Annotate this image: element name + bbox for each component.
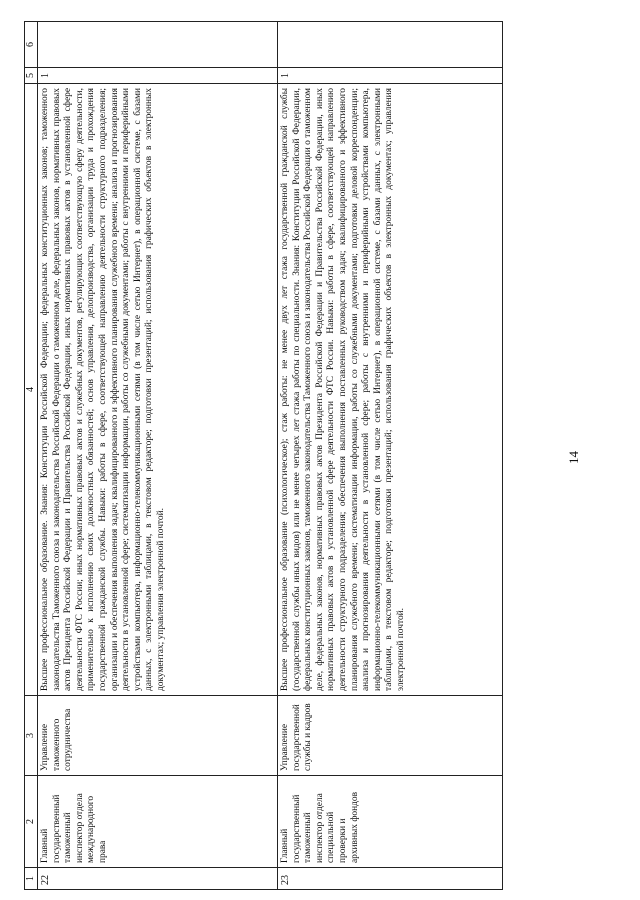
department-name: Управление таможенного сотрудничества — [38, 696, 278, 776]
qualification-requirements: Высшее профессиональное образование (психологическое); стаж работы: не менее двух лет стажа государственной гражданской службы (государственной службы иных видов) или не менее четырех лет стажа работы по специальности. Знания: Конституции Российской Федерации, федеральных конституционных законов, таможенного законодательства Таможенного союза и законодательства Российской Федерации о таможенном деле, федеральных законов, нормативных правовых актов Президента Российской Федерации и Правительства Российской Федерации, иных нормативных правовых актов в установленной сфере деятельности ФТС России. Навыки: работы в сфере, соответствующей направлению деятельности структурного подразделения; обеспечения выполнения поставленных руководством задач; квалифицированного и эффективного планирования служебного времени; систематизации информации, работы со служебными документами; подготовки деловой корреспонденции; анализа и прогнозирования деятельности в установленной сфере; работы с внутренними и периферийными устройствами компьютера, информационно-телекоммуникационными сетями (в том числе сетью Интернет), в операционной системе, с базами данных, с электронными таблицами, в текстовом редакторе; подготовки презентаций; использования графических объектов в электронных документах; управления электронной почтой. — [278, 84, 503, 696]
header-cell-4: 4 — [25, 84, 38, 696]
qualification-requirements: Высшее профессиональное образование. Знания: Конституции Российской Федерации; федеральных конституционных законов; таможенного законодательства Таможенного союза и законодательства Российской Федерации о таможенном деле, федеральных законов, нормативных правовых актов Президента Российской Федерации и Правительства Российской Федерации, иных нормативных правовых актов в установленной сфере деятельности ФТС России; иных нормативных правовых актов и служебных документов, регулирующих соответствующую сферу деятельности, применительно к исполнению своих должностных обязанностей; основ управления, делопроизводства, организации труда и прохождения государственной гражданской службы. Навыки: работы в сфере, соответствующей направлению деятельности структурного подразделения; организации и обеспечения выполнения задач; квалифицированного и эффективного планирования служебного времени; анализа и прогнозирования деятельности в установленной сфере; систематизации информации, работы со служебными документами; работы с внутренними и периферийными устройствами компьютера, информационно-телекоммуникационными сетями (в том числе сетью Интернет), в операционной системе, с базами данных, с электронными таблицами, в текстовом редакторе; подготовки презентаций; использования графических объектов в электронных документах; управления электронной почтой. — [38, 84, 278, 696]
header-cell-6: 6 — [25, 22, 38, 68]
column-5-value: 1 — [278, 68, 503, 84]
table-row — [278, 22, 503, 890]
positions-table — [24, 21, 503, 890]
column-5-value: 1 — [38, 68, 278, 84]
header-cell-2: 2 — [25, 776, 38, 868]
column-6-value — [278, 22, 503, 68]
page-number: 14 — [566, 451, 581, 464]
position-title: Главный государственный таможенный инспектор отдела международного права — [38, 776, 278, 868]
position-title: Главный государственный таможенный инспектор отдела специальной проверки и архивных фондов — [278, 776, 503, 868]
department-name: Управление государственной службы и кадров — [278, 696, 503, 776]
row-number: 22 — [38, 868, 278, 890]
header-cell-3: 3 — [25, 696, 38, 776]
header-cell-1: 1 — [25, 868, 38, 890]
table-row — [38, 22, 278, 890]
header-cell-5: 5 — [25, 68, 38, 84]
table-header-row — [25, 22, 38, 890]
row-number: 23 — [278, 868, 503, 890]
column-6-value — [38, 22, 278, 68]
